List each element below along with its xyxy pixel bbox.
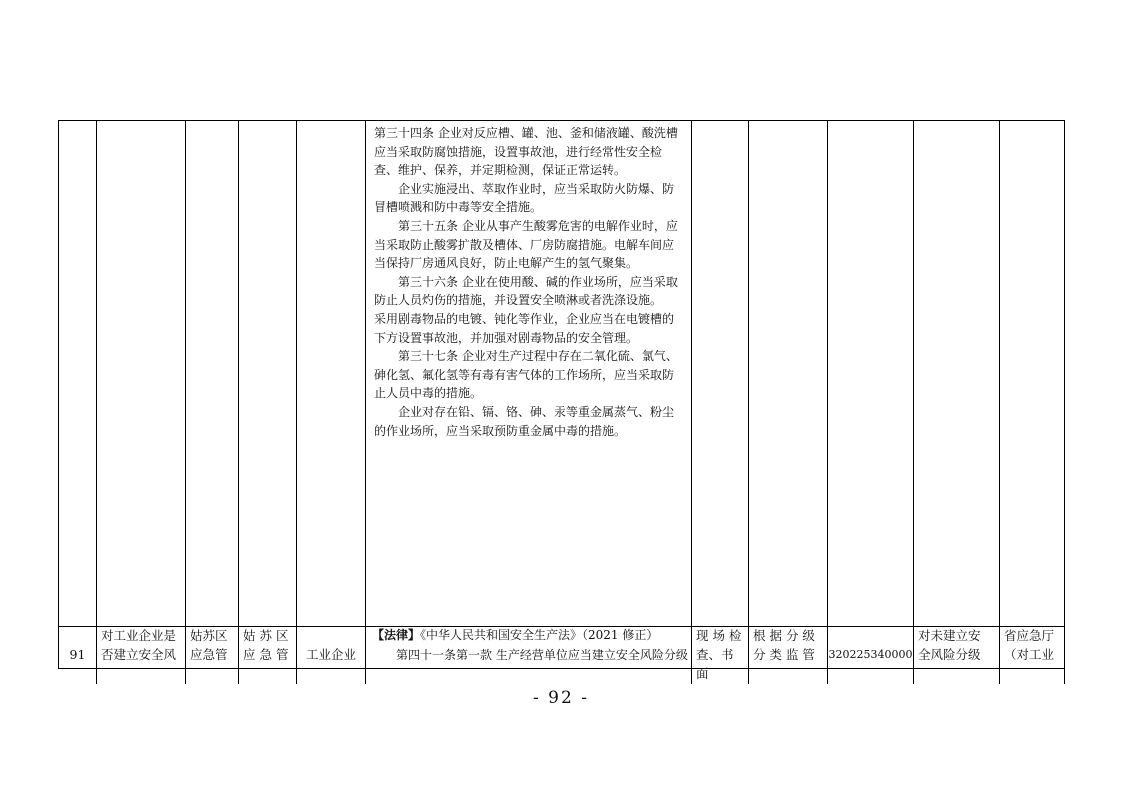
cell-remark (1000, 121, 1065, 626)
code-text: 320225340000 (828, 648, 913, 661)
law-paragraph: 企业实施浸出、萃取作业时，应当采取防火防爆、防冒槽喷溅和防中毒等安全措施。 (374, 181, 675, 215)
consequence-text: 对未建立安 (918, 628, 981, 643)
cell-method (692, 625, 749, 684)
frequency-text: 分 类 监 管 (753, 647, 815, 662)
law-paragraph: 采用剧毒物品的电镀、钝化等作业，企业应当在电镀槽的下方设置事故池，并加强对剧毒物品的安全管理。 (374, 311, 675, 345)
law-paragraph: 第三十七条 企业对生产过程中存在二氧化硫、氯气、砷化氢、氟化氢等有毒有害气体的工作场所，应当采取防止人员中毒的措施。 (374, 349, 678, 401)
cell-law-basis (366, 625, 692, 684)
law-title: 《中华人民共和国安全生产法》（2021 修正） (420, 628, 659, 642)
law-tag: 【法律】 (372, 628, 421, 642)
dept2-text: 应 急 管 (243, 647, 289, 662)
remark-text: （对工业 (1004, 647, 1055, 662)
law-clause: 第四十一条第一款 生产经营单位应当建立安全风险分级 (396, 648, 688, 662)
cell-method (692, 121, 749, 626)
consequence-text: 全风险分级 (918, 647, 981, 662)
dept-text: 姑苏区 (190, 628, 228, 643)
cell-remark (1000, 625, 1065, 684)
cell-item (97, 121, 186, 626)
cell-dept2 (239, 625, 297, 684)
item-text: 对工业企业是 (101, 628, 177, 643)
cell-target (297, 625, 366, 684)
law-heading (372, 625, 685, 645)
cell-code (828, 625, 914, 684)
target-text: 工业企业 (305, 647, 356, 662)
dept2-text: 姑 苏 区 (243, 628, 289, 643)
cell-consequence (914, 625, 1000, 684)
cell-item (97, 625, 186, 684)
item-text: 否建立安全风 (101, 647, 177, 662)
frequency-text: 根 据 分 级 (753, 628, 815, 643)
cell-frequency (749, 625, 828, 684)
cell-number (59, 625, 97, 684)
cell-dept2 (239, 121, 297, 626)
remark-text: 省应急厅 (1004, 628, 1055, 643)
cell-target (297, 121, 366, 626)
row-number: 91 (69, 647, 86, 662)
cell-dept (186, 121, 239, 626)
dept-text: 应急管 (190, 647, 228, 662)
cell-frequency (749, 121, 828, 626)
cell-code (828, 121, 914, 626)
table-row (58, 625, 1065, 681)
page-number: - 92 - (533, 688, 589, 708)
table-row (58, 120, 1065, 627)
method-text: 查、书面 (696, 647, 734, 681)
cell-number (59, 121, 97, 626)
law-paragraph: 第三十六条 企业在使用酸、碱的作业场所，应当采取防止人员灼伤的措施，并设置安全喷淋或者洗涤设施。 (374, 274, 678, 308)
cell-law-basis (366, 121, 692, 626)
law-paragraph: 第三十五条 企业从事产生酸雾危害的电解作业时，应当采取防止酸雾扩散及槽体、厂房防腐措施。电解车间应当保持厂房通风良好，防止电解产生的氢气聚集。 (374, 218, 678, 271)
cell-dept (186, 625, 239, 684)
law-paragraph: 企业对存在铅、镉、铬、砷、汞等重金属蒸气、粉尘的作业场所，应当采取预防重金属中毒的措施。 (374, 404, 675, 438)
method-text: 现 场 检 (696, 628, 742, 643)
law-paragraph: 第三十四条 企业对反应槽、罐、池、釜和储液罐、酸洗槽应当采取防腐蚀措施，设置事故池，进行经常性安全检查、维护、保养，并定期检测，保证正常运转。 (374, 126, 678, 178)
cell-consequence (914, 121, 1000, 626)
